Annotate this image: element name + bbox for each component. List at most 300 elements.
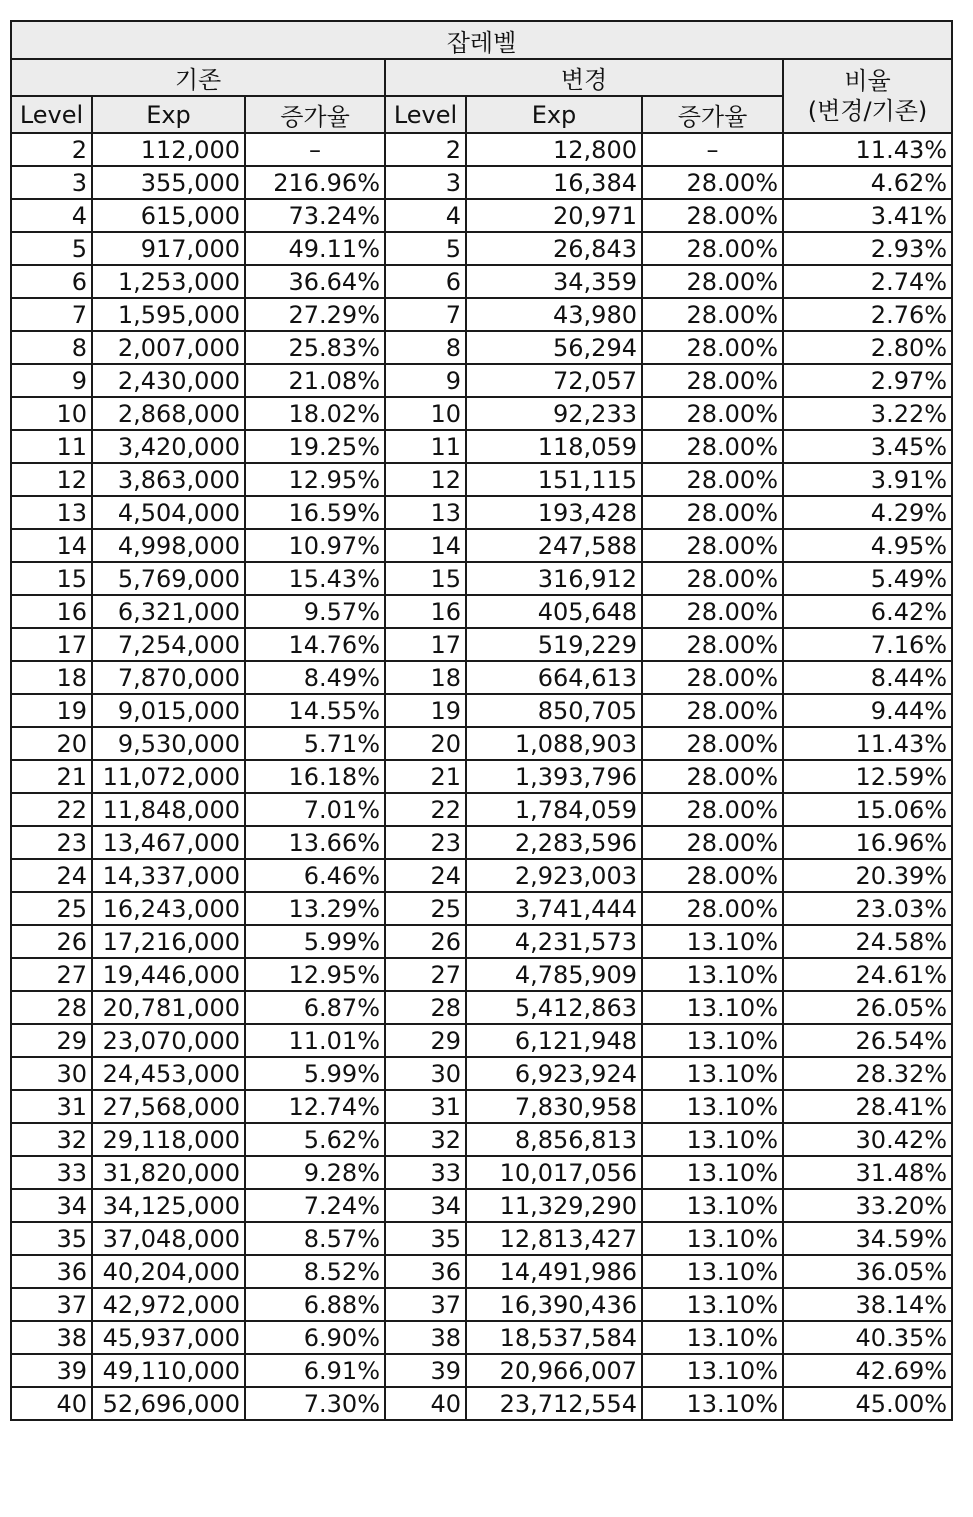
table-row bbox=[11, 1222, 952, 1255]
col-header-new-exp: Exp bbox=[466, 96, 642, 133]
cell-new-level: 12 bbox=[385, 463, 466, 496]
cell-ratio: 20.39% bbox=[783, 859, 952, 892]
cell-ratio: 9.44% bbox=[783, 694, 952, 727]
table-row bbox=[11, 364, 952, 397]
cell-old-level: 13 bbox=[11, 496, 92, 529]
cell-old-exp: 4,998,000 bbox=[92, 529, 245, 562]
cell-ratio: 42.69% bbox=[783, 1354, 952, 1387]
table-row bbox=[11, 430, 952, 463]
group-header-old: 기존 bbox=[11, 59, 385, 96]
cell-ratio: 24.58% bbox=[783, 925, 952, 958]
cell-new-growth: 13.10% bbox=[642, 1321, 783, 1354]
cell-old-exp: 11,072,000 bbox=[92, 760, 245, 793]
cell-new-growth: 28.00% bbox=[642, 661, 783, 694]
cell-new-level: 9 bbox=[385, 364, 466, 397]
cell-old-growth: 8.52% bbox=[245, 1255, 385, 1288]
cell-old-exp: 917,000 bbox=[92, 232, 245, 265]
table-row bbox=[11, 463, 952, 496]
table-row bbox=[11, 1156, 952, 1189]
cell-new-level: 6 bbox=[385, 265, 466, 298]
cell-old-level: 15 bbox=[11, 562, 92, 595]
cell-new-level: 29 bbox=[385, 1024, 466, 1057]
cell-old-exp: 5,769,000 bbox=[92, 562, 245, 595]
cell-ratio: 38.14% bbox=[783, 1288, 952, 1321]
cell-new-exp: 2,283,596 bbox=[466, 826, 642, 859]
cell-new-growth: 28.00% bbox=[642, 892, 783, 925]
table-row bbox=[11, 760, 952, 793]
cell-new-growth: 13.10% bbox=[642, 1354, 783, 1387]
cell-old-exp: 29,118,000 bbox=[92, 1123, 245, 1156]
cell-old-level: 12 bbox=[11, 463, 92, 496]
cell-new-exp: 20,971 bbox=[466, 199, 642, 232]
cell-new-growth: 13.10% bbox=[642, 1057, 783, 1090]
col-header-new-growth: 증가율 bbox=[642, 96, 783, 133]
table-row bbox=[11, 1354, 952, 1387]
cell-old-exp: 9,530,000 bbox=[92, 727, 245, 760]
cell-ratio: 4.62% bbox=[783, 166, 952, 199]
cell-old-exp: 52,696,000 bbox=[92, 1387, 245, 1420]
cell-new-exp: 18,537,584 bbox=[466, 1321, 642, 1354]
cell-new-exp: 664,613 bbox=[466, 661, 642, 694]
table-row bbox=[11, 694, 952, 727]
cell-new-level: 3 bbox=[385, 166, 466, 199]
cell-old-level: 34 bbox=[11, 1189, 92, 1222]
cell-new-exp: 4,231,573 bbox=[466, 925, 642, 958]
cell-ratio: 23.03% bbox=[783, 892, 952, 925]
cell-ratio: 33.20% bbox=[783, 1189, 952, 1222]
cell-new-level: 38 bbox=[385, 1321, 466, 1354]
cell-old-level: 39 bbox=[11, 1354, 92, 1387]
table-row bbox=[11, 1024, 952, 1057]
cell-new-level: 26 bbox=[385, 925, 466, 958]
cell-old-level: 17 bbox=[11, 628, 92, 661]
cell-old-level: 24 bbox=[11, 859, 92, 892]
cell-old-level: 35 bbox=[11, 1222, 92, 1255]
cell-ratio: 3.45% bbox=[783, 430, 952, 463]
cell-ratio: 16.96% bbox=[783, 826, 952, 859]
cell-new-exp: 3,741,444 bbox=[466, 892, 642, 925]
cell-old-level: 4 bbox=[11, 199, 92, 232]
cell-ratio: 26.05% bbox=[783, 991, 952, 1024]
cell-ratio: 31.48% bbox=[783, 1156, 952, 1189]
cell-old-growth: 49.11% bbox=[245, 232, 385, 265]
table-row bbox=[11, 958, 952, 991]
cell-new-growth: 13.10% bbox=[642, 1222, 783, 1255]
cell-ratio: 40.35% bbox=[783, 1321, 952, 1354]
table-row bbox=[11, 793, 952, 826]
table-row bbox=[11, 232, 952, 265]
cell-new-exp: 72,057 bbox=[466, 364, 642, 397]
cell-new-exp: 12,813,427 bbox=[466, 1222, 642, 1255]
cell-new-level: 37 bbox=[385, 1288, 466, 1321]
cell-new-growth: 13.10% bbox=[642, 1387, 783, 1420]
table-body bbox=[11, 133, 952, 1420]
cell-ratio: 2.80% bbox=[783, 331, 952, 364]
table-row bbox=[11, 1057, 952, 1090]
cell-new-exp: 43,980 bbox=[466, 298, 642, 331]
cell-new-growth: 28.00% bbox=[642, 397, 783, 430]
cell-new-growth: 28.00% bbox=[642, 430, 783, 463]
cell-new-growth: 13.10% bbox=[642, 1090, 783, 1123]
cell-new-growth: 13.10% bbox=[642, 958, 783, 991]
cell-old-growth: 21.08% bbox=[245, 364, 385, 397]
cell-new-level: 21 bbox=[385, 760, 466, 793]
cell-new-level: 31 bbox=[385, 1090, 466, 1123]
cell-old-growth: 14.76% bbox=[245, 628, 385, 661]
cell-ratio: 6.42% bbox=[783, 595, 952, 628]
table-title: 잡레벨 bbox=[11, 21, 952, 59]
cell-ratio: 2.76% bbox=[783, 298, 952, 331]
cell-old-growth: 6.88% bbox=[245, 1288, 385, 1321]
cell-old-growth: – bbox=[245, 133, 385, 166]
cell-old-exp: 31,820,000 bbox=[92, 1156, 245, 1189]
cell-old-exp: 16,243,000 bbox=[92, 892, 245, 925]
cell-old-level: 26 bbox=[11, 925, 92, 958]
cell-old-exp: 13,467,000 bbox=[92, 826, 245, 859]
cell-new-growth: 28.00% bbox=[642, 199, 783, 232]
ratio-header-sub: (변경/기존) bbox=[807, 97, 928, 125]
cell-old-growth: 6.46% bbox=[245, 859, 385, 892]
cell-old-level: 7 bbox=[11, 298, 92, 331]
cell-new-growth: 28.00% bbox=[642, 298, 783, 331]
cell-new-level: 15 bbox=[385, 562, 466, 595]
cell-new-growth: 28.00% bbox=[642, 826, 783, 859]
cell-new-exp: 16,390,436 bbox=[466, 1288, 642, 1321]
table-row bbox=[11, 1123, 952, 1156]
cell-new-exp: 5,412,863 bbox=[466, 991, 642, 1024]
cell-new-level: 8 bbox=[385, 331, 466, 364]
table-row bbox=[11, 529, 952, 562]
cell-ratio: 28.41% bbox=[783, 1090, 952, 1123]
cell-old-exp: 11,848,000 bbox=[92, 793, 245, 826]
cell-new-level: 2 bbox=[385, 133, 466, 166]
cell-ratio: 2.97% bbox=[783, 364, 952, 397]
cell-old-level: 18 bbox=[11, 661, 92, 694]
cell-new-growth: 28.00% bbox=[642, 364, 783, 397]
cell-old-growth: 12.74% bbox=[245, 1090, 385, 1123]
cell-new-level: 17 bbox=[385, 628, 466, 661]
col-header-old-growth: 증가율 bbox=[245, 96, 385, 133]
table-row bbox=[11, 496, 952, 529]
cell-old-level: 33 bbox=[11, 1156, 92, 1189]
cell-new-level: 7 bbox=[385, 298, 466, 331]
cell-new-growth: 13.10% bbox=[642, 1024, 783, 1057]
cell-old-level: 20 bbox=[11, 727, 92, 760]
cell-old-exp: 42,972,000 bbox=[92, 1288, 245, 1321]
cell-ratio: 30.42% bbox=[783, 1123, 952, 1156]
table-row bbox=[11, 331, 952, 364]
cell-ratio: 3.91% bbox=[783, 463, 952, 496]
cell-old-level: 21 bbox=[11, 760, 92, 793]
cell-new-growth: 28.00% bbox=[642, 595, 783, 628]
cell-old-exp: 27,568,000 bbox=[92, 1090, 245, 1123]
cell-old-level: 31 bbox=[11, 1090, 92, 1123]
cell-old-growth: 18.02% bbox=[245, 397, 385, 430]
cell-old-exp: 2,868,000 bbox=[92, 397, 245, 430]
table-row bbox=[11, 826, 952, 859]
cell-new-exp: 23,712,554 bbox=[466, 1387, 642, 1420]
cell-old-growth: 7.30% bbox=[245, 1387, 385, 1420]
cell-old-exp: 615,000 bbox=[92, 199, 245, 232]
cell-new-exp: 405,648 bbox=[466, 595, 642, 628]
cell-old-growth: 8.49% bbox=[245, 661, 385, 694]
cell-old-exp: 6,321,000 bbox=[92, 595, 245, 628]
cell-new-level: 24 bbox=[385, 859, 466, 892]
cell-new-level: 32 bbox=[385, 1123, 466, 1156]
cell-new-level: 30 bbox=[385, 1057, 466, 1090]
cell-old-exp: 45,937,000 bbox=[92, 1321, 245, 1354]
table-row bbox=[11, 1255, 952, 1288]
cell-old-growth: 8.57% bbox=[245, 1222, 385, 1255]
cell-new-exp: 8,856,813 bbox=[466, 1123, 642, 1156]
cell-old-exp: 49,110,000 bbox=[92, 1354, 245, 1387]
cell-old-growth: 5.99% bbox=[245, 1057, 385, 1090]
cell-new-level: 20 bbox=[385, 727, 466, 760]
cell-old-exp: 40,204,000 bbox=[92, 1255, 245, 1288]
cell-new-growth: 28.00% bbox=[642, 232, 783, 265]
cell-old-growth: 36.64% bbox=[245, 265, 385, 298]
table-row bbox=[11, 1321, 952, 1354]
cell-new-exp: 6,923,924 bbox=[466, 1057, 642, 1090]
cell-old-level: 6 bbox=[11, 265, 92, 298]
cell-new-exp: 7,830,958 bbox=[466, 1090, 642, 1123]
cell-old-level: 38 bbox=[11, 1321, 92, 1354]
table-row bbox=[11, 397, 952, 430]
table-row bbox=[11, 1090, 952, 1123]
cell-new-exp: 12,800 bbox=[466, 133, 642, 166]
cell-new-growth: 28.00% bbox=[642, 463, 783, 496]
table-row bbox=[11, 1387, 952, 1420]
cell-new-growth: 13.10% bbox=[642, 1189, 783, 1222]
cell-old-level: 16 bbox=[11, 595, 92, 628]
cell-new-level: 4 bbox=[385, 199, 466, 232]
cell-old-growth: 13.66% bbox=[245, 826, 385, 859]
cell-old-exp: 20,781,000 bbox=[92, 991, 245, 1024]
cell-new-exp: 34,359 bbox=[466, 265, 642, 298]
cell-old-growth: 5.99% bbox=[245, 925, 385, 958]
cell-ratio: 11.43% bbox=[783, 133, 952, 166]
cell-old-level: 29 bbox=[11, 1024, 92, 1057]
table-row bbox=[11, 562, 952, 595]
cell-new-exp: 2,923,003 bbox=[466, 859, 642, 892]
cell-old-level: 37 bbox=[11, 1288, 92, 1321]
cell-new-exp: 247,588 bbox=[466, 529, 642, 562]
cell-new-exp: 850,705 bbox=[466, 694, 642, 727]
cell-new-growth: 28.00% bbox=[642, 166, 783, 199]
cell-new-level: 16 bbox=[385, 595, 466, 628]
cell-old-level: 5 bbox=[11, 232, 92, 265]
cell-old-exp: 112,000 bbox=[92, 133, 245, 166]
cell-old-growth: 6.91% bbox=[245, 1354, 385, 1387]
cell-old-exp: 7,870,000 bbox=[92, 661, 245, 694]
cell-new-exp: 14,491,986 bbox=[466, 1255, 642, 1288]
cell-new-growth: 13.10% bbox=[642, 991, 783, 1024]
cell-new-level: 27 bbox=[385, 958, 466, 991]
cell-new-level: 34 bbox=[385, 1189, 466, 1222]
cell-ratio: 7.16% bbox=[783, 628, 952, 661]
cell-new-growth: 28.00% bbox=[642, 727, 783, 760]
level-table-container bbox=[10, 20, 951, 1421]
table-row bbox=[11, 991, 952, 1024]
cell-ratio: 8.44% bbox=[783, 661, 952, 694]
cell-ratio: 24.61% bbox=[783, 958, 952, 991]
cell-ratio: 5.49% bbox=[783, 562, 952, 595]
cell-ratio: 2.93% bbox=[783, 232, 952, 265]
cell-old-growth: 27.29% bbox=[245, 298, 385, 331]
cell-new-exp: 193,428 bbox=[466, 496, 642, 529]
cell-old-exp: 2,430,000 bbox=[92, 364, 245, 397]
table-row bbox=[11, 1189, 952, 1222]
cell-old-exp: 17,216,000 bbox=[92, 925, 245, 958]
cell-old-exp: 3,863,000 bbox=[92, 463, 245, 496]
cell-old-level: 14 bbox=[11, 529, 92, 562]
cell-new-exp: 11,329,290 bbox=[466, 1189, 642, 1222]
cell-old-growth: 6.90% bbox=[245, 1321, 385, 1354]
ratio-header bbox=[783, 59, 952, 133]
table-row bbox=[11, 859, 952, 892]
cell-new-level: 33 bbox=[385, 1156, 466, 1189]
cell-old-exp: 4,504,000 bbox=[92, 496, 245, 529]
job-level-table bbox=[10, 20, 953, 1421]
cell-ratio: 11.43% bbox=[783, 727, 952, 760]
cell-new-level: 22 bbox=[385, 793, 466, 826]
cell-old-level: 8 bbox=[11, 331, 92, 364]
cell-new-exp: 6,121,948 bbox=[466, 1024, 642, 1057]
cell-old-growth: 13.29% bbox=[245, 892, 385, 925]
cell-old-exp: 1,253,000 bbox=[92, 265, 245, 298]
cell-ratio: 28.32% bbox=[783, 1057, 952, 1090]
cell-old-growth: 25.83% bbox=[245, 331, 385, 364]
cell-new-exp: 316,912 bbox=[466, 562, 642, 595]
cell-new-level: 23 bbox=[385, 826, 466, 859]
cell-old-level: 30 bbox=[11, 1057, 92, 1090]
cell-new-exp: 4,785,909 bbox=[466, 958, 642, 991]
cell-new-level: 10 bbox=[385, 397, 466, 430]
cell-new-exp: 92,233 bbox=[466, 397, 642, 430]
cell-ratio: 3.22% bbox=[783, 397, 952, 430]
cell-new-growth: 28.00% bbox=[642, 529, 783, 562]
cell-new-growth: 28.00% bbox=[642, 628, 783, 661]
cell-new-growth: 28.00% bbox=[642, 859, 783, 892]
cell-old-growth: 11.01% bbox=[245, 1024, 385, 1057]
group-header-new: 변경 bbox=[385, 59, 783, 96]
cell-old-growth: 16.18% bbox=[245, 760, 385, 793]
cell-new-growth: 13.10% bbox=[642, 1288, 783, 1321]
cell-new-growth: 28.00% bbox=[642, 793, 783, 826]
cell-old-level: 22 bbox=[11, 793, 92, 826]
cell-old-growth: 15.43% bbox=[245, 562, 385, 595]
cell-old-growth: 10.97% bbox=[245, 529, 385, 562]
table-row bbox=[11, 925, 952, 958]
table-row bbox=[11, 892, 952, 925]
cell-old-growth: 216.96% bbox=[245, 166, 385, 199]
cell-ratio: 15.06% bbox=[783, 793, 952, 826]
cell-ratio: 2.74% bbox=[783, 265, 952, 298]
cell-old-growth: 12.95% bbox=[245, 958, 385, 991]
cell-old-level: 27 bbox=[11, 958, 92, 991]
cell-old-exp: 3,420,000 bbox=[92, 430, 245, 463]
table-row bbox=[11, 199, 952, 232]
table-row bbox=[11, 1288, 952, 1321]
cell-old-exp: 34,125,000 bbox=[92, 1189, 245, 1222]
cell-ratio: 3.41% bbox=[783, 199, 952, 232]
cell-new-exp: 1,393,796 bbox=[466, 760, 642, 793]
cell-old-level: 32 bbox=[11, 1123, 92, 1156]
cell-new-level: 40 bbox=[385, 1387, 466, 1420]
cell-old-level: 19 bbox=[11, 694, 92, 727]
cell-old-exp: 19,446,000 bbox=[92, 958, 245, 991]
cell-old-exp: 14,337,000 bbox=[92, 859, 245, 892]
cell-new-level: 13 bbox=[385, 496, 466, 529]
cell-new-growth: 28.00% bbox=[642, 496, 783, 529]
cell-ratio: 36.05% bbox=[783, 1255, 952, 1288]
cell-old-growth: 7.01% bbox=[245, 793, 385, 826]
cell-new-exp: 20,966,007 bbox=[466, 1354, 642, 1387]
cell-ratio: 4.95% bbox=[783, 529, 952, 562]
table-row bbox=[11, 727, 952, 760]
cell-old-exp: 1,595,000 bbox=[92, 298, 245, 331]
cell-old-level: 40 bbox=[11, 1387, 92, 1420]
table-row bbox=[11, 595, 952, 628]
cell-old-level: 23 bbox=[11, 826, 92, 859]
cell-old-level: 10 bbox=[11, 397, 92, 430]
cell-new-exp: 151,115 bbox=[466, 463, 642, 496]
cell-new-exp: 16,384 bbox=[466, 166, 642, 199]
cell-old-level: 3 bbox=[11, 166, 92, 199]
cell-old-growth: 19.25% bbox=[245, 430, 385, 463]
cell-new-exp: 519,229 bbox=[466, 628, 642, 661]
col-header-old-level: Level bbox=[11, 96, 92, 133]
cell-old-growth: 12.95% bbox=[245, 463, 385, 496]
col-header-new-level: Level bbox=[385, 96, 466, 133]
cell-ratio: 26.54% bbox=[783, 1024, 952, 1057]
cell-old-exp: 9,015,000 bbox=[92, 694, 245, 727]
cell-old-level: 2 bbox=[11, 133, 92, 166]
cell-new-growth: 13.10% bbox=[642, 1123, 783, 1156]
cell-new-exp: 1,088,903 bbox=[466, 727, 642, 760]
cell-new-growth: 28.00% bbox=[642, 760, 783, 793]
cell-old-level: 36 bbox=[11, 1255, 92, 1288]
cell-old-growth: 9.57% bbox=[245, 595, 385, 628]
cell-new-level: 5 bbox=[385, 232, 466, 265]
cell-ratio: 12.59% bbox=[783, 760, 952, 793]
cell-ratio: 4.29% bbox=[783, 496, 952, 529]
cell-new-growth: 13.10% bbox=[642, 1255, 783, 1288]
cell-new-exp: 26,843 bbox=[466, 232, 642, 265]
cell-new-level: 39 bbox=[385, 1354, 466, 1387]
cell-new-level: 14 bbox=[385, 529, 466, 562]
cell-old-growth: 7.24% bbox=[245, 1189, 385, 1222]
cell-old-level: 11 bbox=[11, 430, 92, 463]
cell-old-exp: 7,254,000 bbox=[92, 628, 245, 661]
cell-ratio: 34.59% bbox=[783, 1222, 952, 1255]
cell-old-growth: 73.24% bbox=[245, 199, 385, 232]
cell-old-level: 25 bbox=[11, 892, 92, 925]
table-row bbox=[11, 661, 952, 694]
cell-new-growth: – bbox=[642, 133, 783, 166]
cell-old-exp: 2,007,000 bbox=[92, 331, 245, 364]
cell-old-level: 9 bbox=[11, 364, 92, 397]
cell-new-growth: 28.00% bbox=[642, 562, 783, 595]
cell-new-growth: 28.00% bbox=[642, 331, 783, 364]
cell-old-exp: 24,453,000 bbox=[92, 1057, 245, 1090]
cell-new-exp: 10,017,056 bbox=[466, 1156, 642, 1189]
cell-new-exp: 1,784,059 bbox=[466, 793, 642, 826]
cell-old-level: 28 bbox=[11, 991, 92, 1024]
cell-old-growth: 5.71% bbox=[245, 727, 385, 760]
cell-ratio: 45.00% bbox=[783, 1387, 952, 1420]
cell-new-growth: 28.00% bbox=[642, 694, 783, 727]
